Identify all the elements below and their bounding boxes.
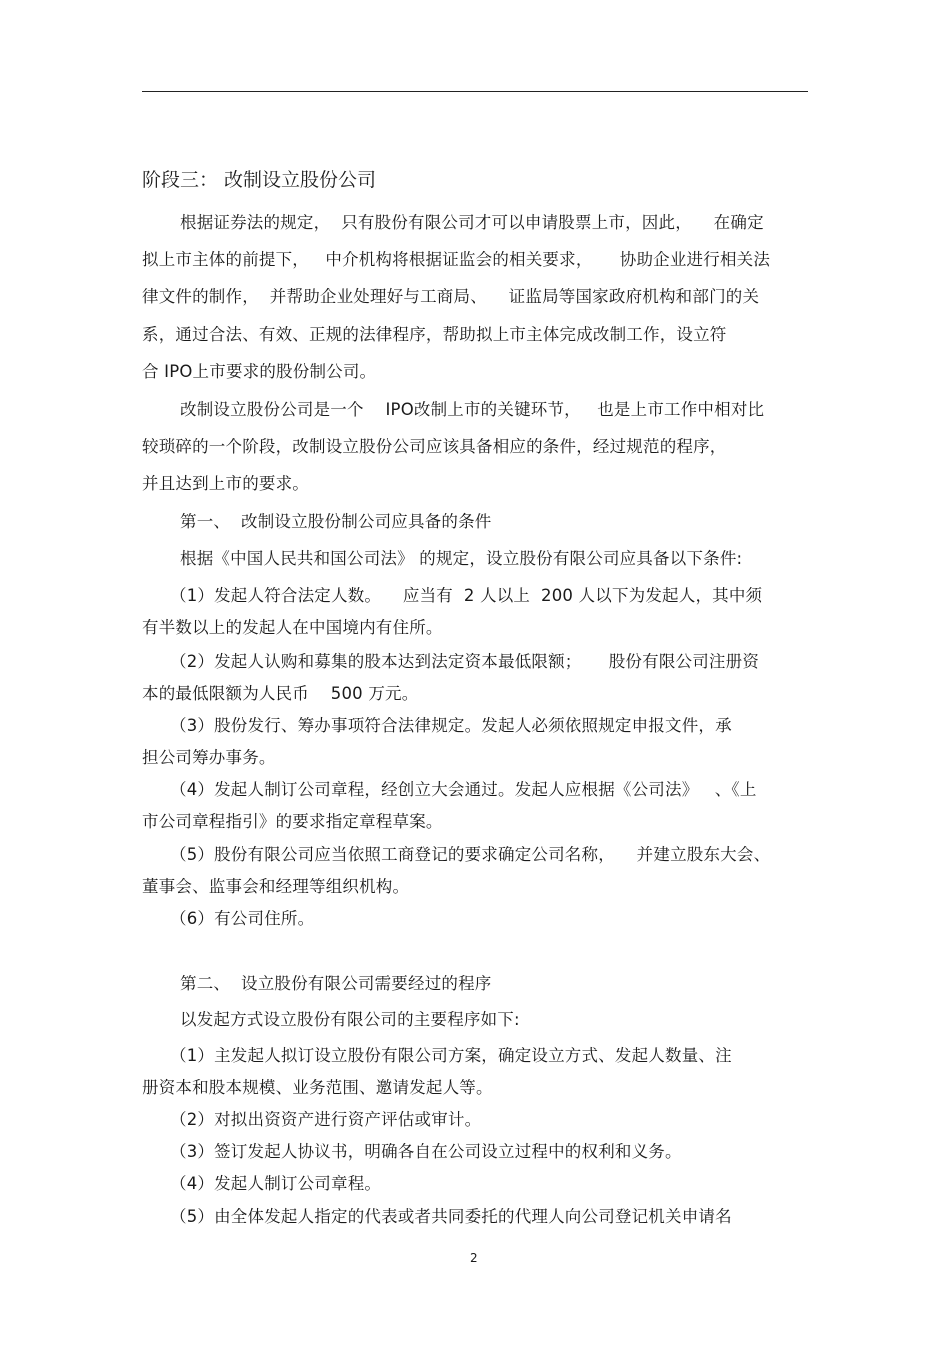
- subheading: 第二、 设立股份有限公司需要经过的程序: [180, 974, 492, 993]
- paragraph-line: 拟上市主体的前提下， 中介机构将根据证监会的相关要求， 协助企业进行相关法: [142, 250, 771, 269]
- paragraph-line: 根据证券法的规定， 只有股份有限公司才可以申请股票上市，因此， 在确定: [180, 213, 764, 232]
- list-item: 担公司筹办事务。: [142, 748, 276, 767]
- list-item: （5）股份有限公司应当依照工商登记的要求确定公司名称， 并建立股东大会、: [170, 845, 771, 864]
- list-item: （4）发起人制订公司章程，经创立大会通过。发起人应根据《公司法》 、《上: [170, 780, 757, 799]
- paragraph-line: 较琐碎的一个阶段，改制设立股份公司应该具备相应的条件，经过规范的程序，: [142, 437, 727, 456]
- paragraph-line: 律文件的制作， 并帮助企业处理好与工商局、 证监局等国家政府机构和部门的关: [142, 287, 760, 306]
- list-item: （2）对拟出资资产进行资产评估或审计。: [170, 1110, 482, 1129]
- paragraph-line: 根据《中国人民共和国公司法》 的规定，设立股份有限公司应具备以下条件:: [180, 549, 743, 568]
- paragraph-line: 系，通过合法、有效、正规的法律程序，帮助拟上市主体完成改制工作，设立符: [142, 325, 727, 344]
- page-number: 2: [470, 1251, 478, 1265]
- list-item: （2）发起人认购和募集的股本达到法定资本最低限额； 股份有限公司注册资: [170, 652, 760, 671]
- list-item: （5）由全体发起人指定的代表或者共同委托的代理人向公司登记机关申请名: [170, 1207, 732, 1226]
- list-item: 本的最低限额为人民币 500 万元。: [142, 684, 419, 703]
- paragraph-line: 改制设立股份公司是一个 IPO改制上市的关键环节， 也是上市工作中相对比: [180, 400, 765, 419]
- list-item: 有半数以上的发起人在中国境内有住所。: [142, 618, 443, 637]
- list-item: （3）签订发起人协议书，明确各自在公司设立过程中的权利和义务。: [170, 1142, 682, 1161]
- list-item: （1）主发起人拟订设立股份有限公司方案，确定设立方式、发起人数量、注: [170, 1046, 732, 1065]
- paragraph-line: 并且达到上市的要求。: [142, 474, 309, 493]
- paragraph-line: 以发起方式设立股份有限公司的主要程序如下:: [180, 1010, 520, 1029]
- section-title: 阶段三： 改制设立股份公司: [142, 169, 377, 191]
- list-item: （1）发起人符合法定人数。 应当有 2 人以上 200 人以下为发起人，其中须: [170, 586, 763, 605]
- header-rule: [142, 91, 808, 92]
- list-item: 市公司章程指引》的要求指定章程草案。: [142, 812, 443, 831]
- list-item: （3）股份发行、筹办事项符合法律规定。发起人必须依照规定申报文件，承: [170, 716, 732, 735]
- paragraph-line: 合 IPO上市要求的股份制公司。: [142, 362, 377, 381]
- list-item: 册资本和股本规模、业务范围、邀请发起人等。: [142, 1078, 493, 1097]
- list-item: （6）有公司住所。: [170, 909, 315, 928]
- list-item: （4）发起人制订公司章程。: [170, 1174, 382, 1193]
- subheading: 第一、 改制设立股份制公司应具备的条件: [180, 512, 492, 531]
- list-item: 董事会、监事会和经理等组织机构。: [142, 877, 410, 896]
